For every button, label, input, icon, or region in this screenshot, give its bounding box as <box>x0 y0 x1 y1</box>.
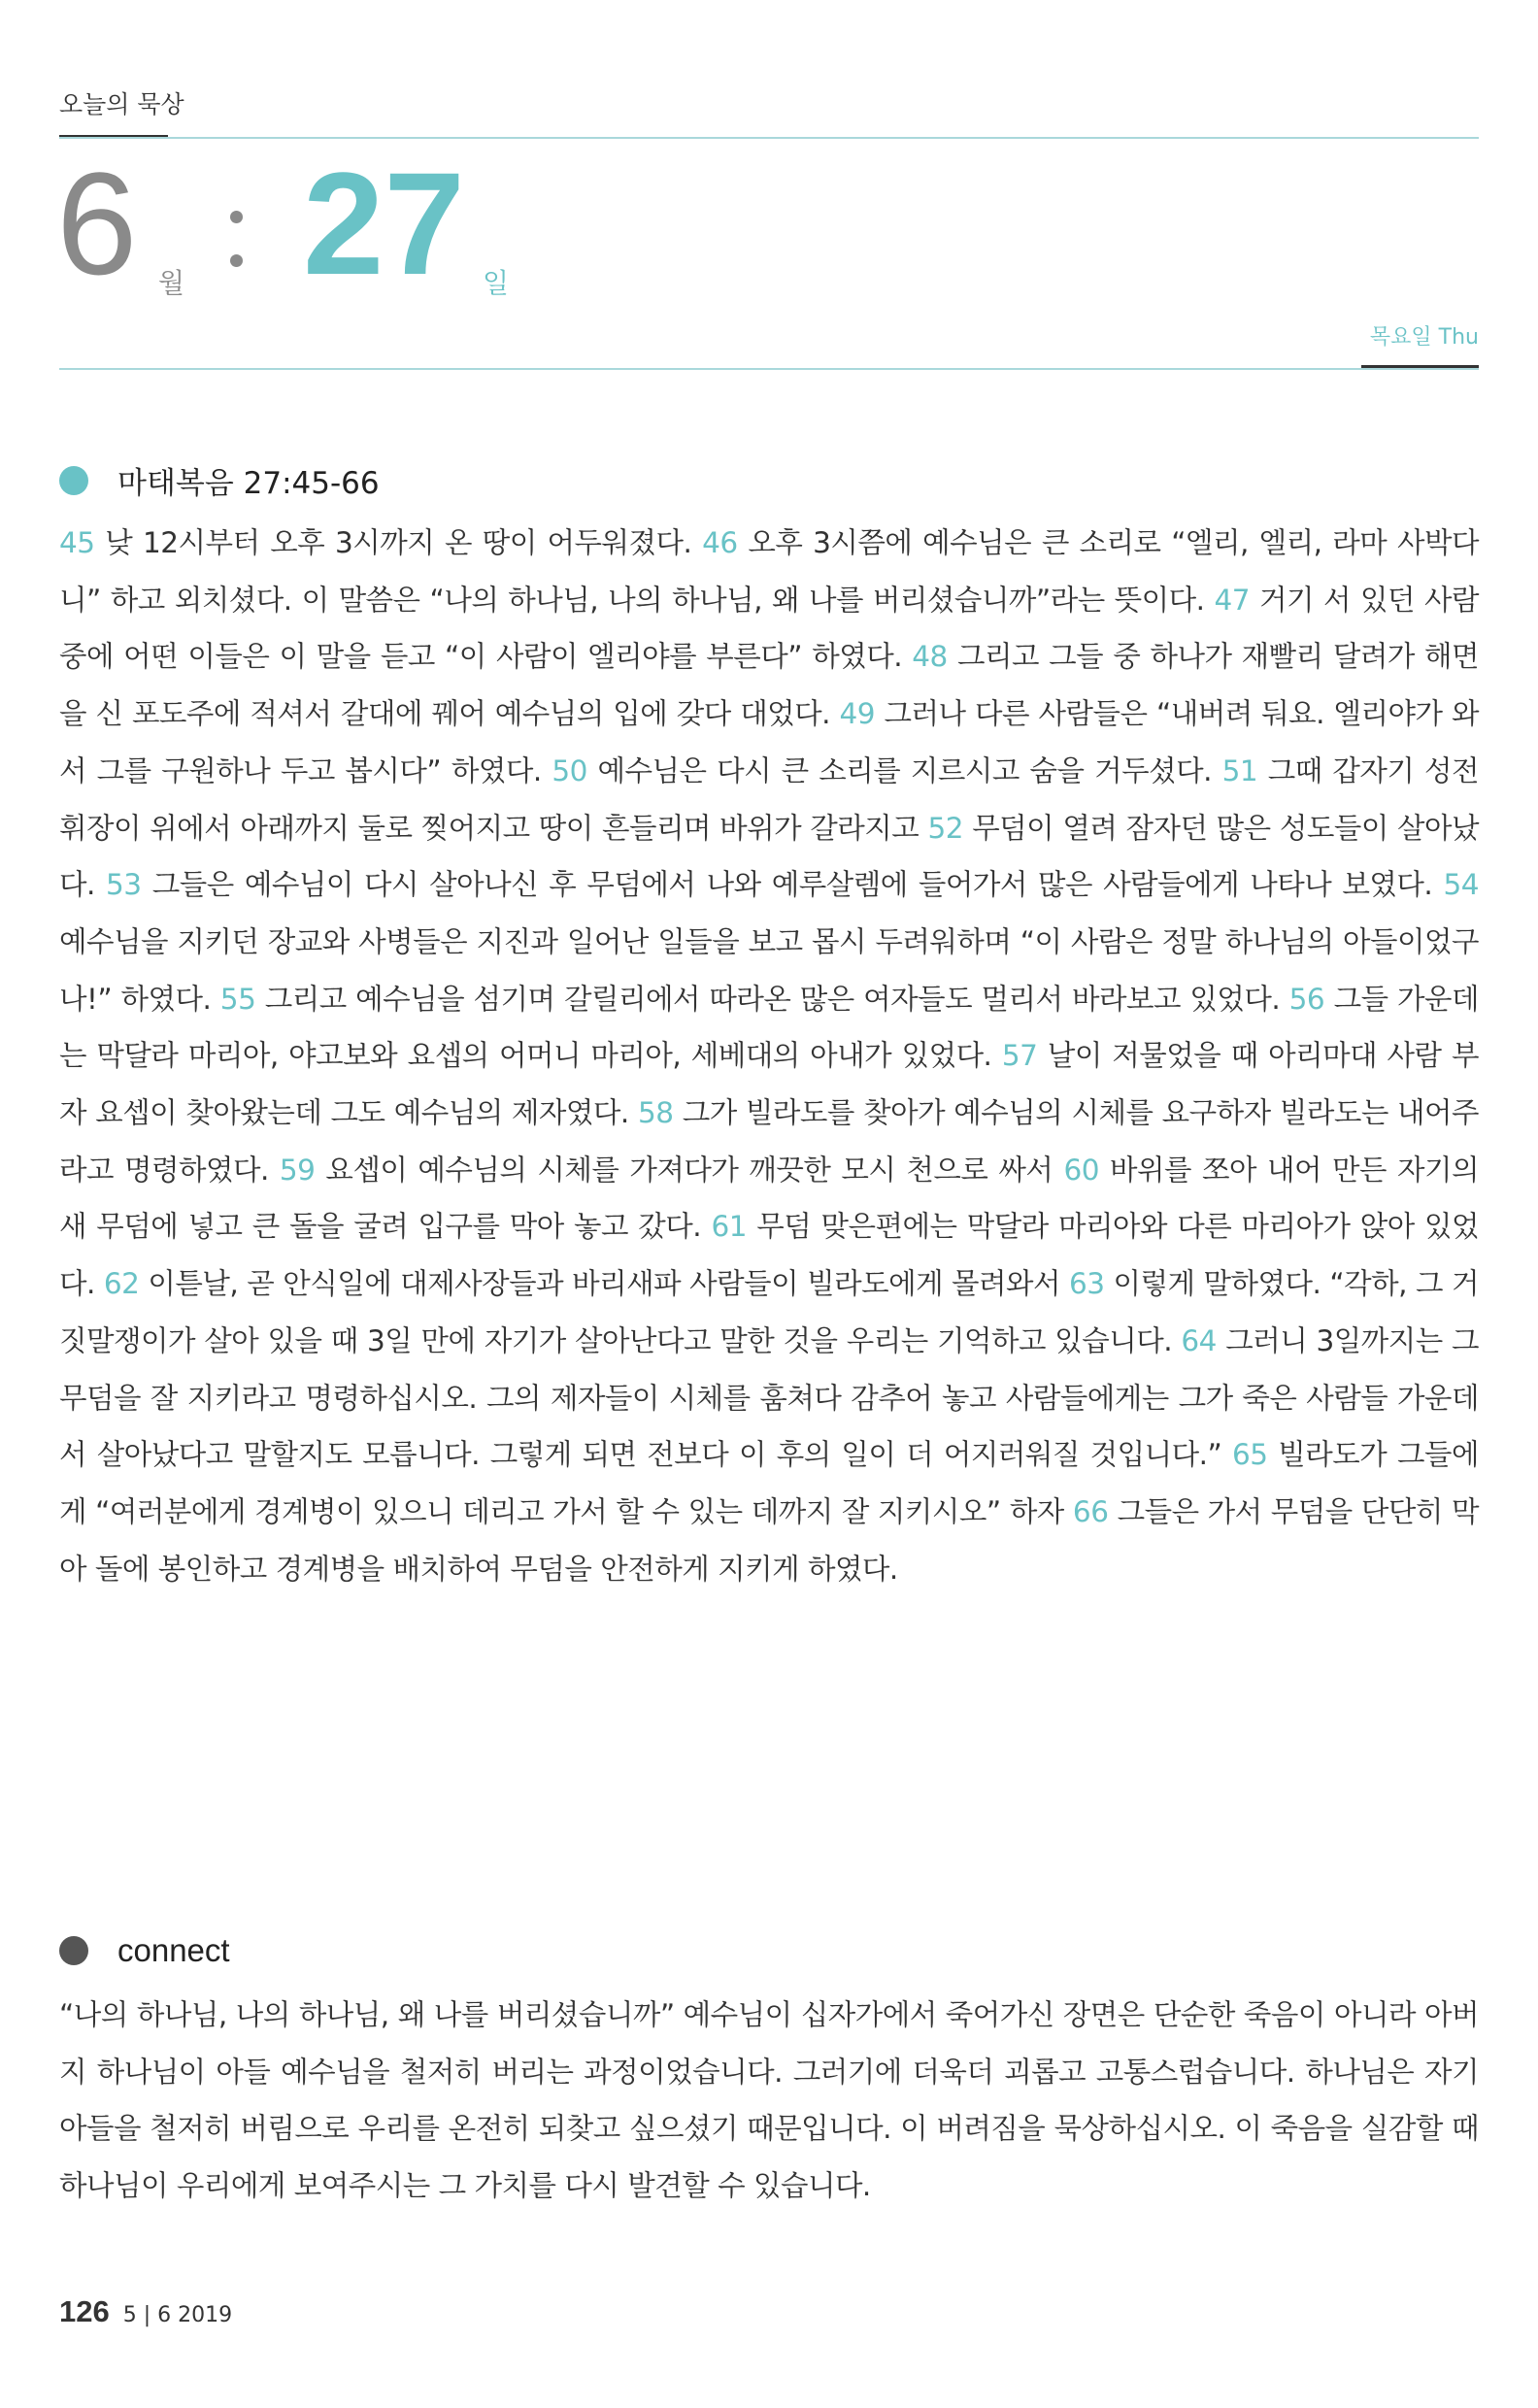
verse-number: 59 <box>279 1153 316 1187</box>
page-number: 126 <box>59 2294 110 2328</box>
verse-number: 61 <box>711 1210 747 1244</box>
verse-number: 47 <box>1214 583 1251 617</box>
verse-number: 64 <box>1181 1323 1217 1357</box>
verse-text: 그들은 예수님이 다시 살아나신 후 무덤에서 나와 예루살렘에 들어가서 많은 사람들에게 나타나 보였다. <box>141 868 1444 902</box>
verse-number: 58 <box>637 1096 674 1130</box>
verse-number: 55 <box>219 982 256 1016</box>
verse-number: 60 <box>1063 1153 1099 1187</box>
verse-text: 무덤 맞은편에는 막달라 마리아와 다른 마리아가 앉아 있었다. <box>59 1210 1479 1301</box>
verse-number: 57 <box>1001 1039 1038 1073</box>
day-number: 27 <box>303 142 465 305</box>
verse-text: 이튿날, 곧 안식일에 대제사장들과 바리새파 사람들이 빌라도에게 몰려와서 <box>139 1267 1070 1301</box>
header-label: 오늘의 묵상 <box>59 90 184 118</box>
verse-text: 그리고 그들 중 하나가 재빨리 달려가 해면을 신 포도주에 적셔서 갈대에 꿰어 예수님의 입에 갖다 대었다. <box>59 640 1479 731</box>
verse-text: 그가 빌라도를 찾아가 예수님의 시체를 요구하자 빌라도는 내어주라고 명령하였다. <box>59 1096 1479 1187</box>
verse-number: 56 <box>1288 982 1325 1016</box>
verse-text: 그들은 가서 무덤을 단단히 막아 돌에 봉인하고 경계병을 배치하여 무덤을 안전하게 지키게 하였다. <box>59 1494 1479 1586</box>
verse-number: 63 <box>1069 1267 1105 1301</box>
verse-number: 65 <box>1232 1438 1268 1472</box>
verse-number: 54 <box>1443 868 1479 902</box>
verse-text: 날이 저물었을 때 아리마대 사람 부자 요셉이 찾아왔는데 그도 예수님의 제자였다. <box>59 1039 1479 1130</box>
verse-text: 그리고 예수님을 섬기며 갈릴리에서 따라온 많은 여자들도 멀리서 바라보고 있었다. <box>255 982 1289 1016</box>
verse-text: 무덤이 열려 잠자던 많은 성도들이 살아났다. <box>59 811 1479 902</box>
verse-text: 거기 서 있던 사람 중에 어떤 이들은 이 말을 듣고 “이 사람이 엘리야를 부른다” 하였다. <box>59 583 1479 674</box>
verse-text: 이렇게 말하였다. “각하, 그 거짓말쟁이가 살아 있을 때 3일 만에 자기가 살아난다고 말한 것을 우리는 기억하고 있습니다. <box>59 1267 1479 1357</box>
verse-text: 빌라도가 그들에게 “여러분에게 경계병이 있으니 데리고 가서 할 수 있는 데까지 잘 지키시오” 하자 <box>59 1438 1479 1528</box>
date-colon-dot-top <box>230 211 243 223</box>
date-colon-dot-bottom <box>230 254 243 267</box>
month-unit: 월 <box>158 267 185 299</box>
month-number: 6 <box>56 142 138 305</box>
verse-number: 50 <box>552 753 587 787</box>
verse-number: 62 <box>103 1267 140 1301</box>
verse-text: 오후 3시쯤에 예수님은 큰 소리로 “엘리, 엘리, 라마 사박다니” 하고 외치셨다. 이 말씀은 “나의 하나님, 나의 하나님, 왜 나를 버리셨습니까”라는 뜻이다. <box>59 526 1479 617</box>
verse-number: 53 <box>106 868 142 902</box>
verse-number: 46 <box>702 526 738 559</box>
passage-reference: 마태복음 27:45-66 <box>117 466 380 501</box>
verse-number: 51 <box>1221 753 1258 787</box>
verse-number: 52 <box>927 811 964 845</box>
verse-number: 49 <box>839 697 876 731</box>
connect-text: “나의 하나님, 나의 하나님, 왜 나를 버리셨습니까” 예수님이 십자가에서 죽어가신 장면은 단순한 죽음이 아니라 아버지 하나님이 아들 예수님을 철저히 버리는 과정이었습니다. 그러기에 더욱더 괴롭고 고통스럽습니다. 하나님은 자기 아들을 철저히 버림으로 우리를 온전히 되찾고 싶으셨기 때문입니다. 이 버려짐을 묵상하십시오. 이 죽음을 실감할 때 하나님이 우리에게 보여주시는 그 가치를 다시 발견할 수 있습니다. <box>59 1998 1479 2203</box>
verse-text: 바위를 쪼아 내어 만든 자기의 새 무덤에 넣고 큰 돌을 굴려 입구를 막아 놓고 갔다. <box>59 1153 1479 1244</box>
issue-date: 5 | 6 2019 <box>122 2303 233 2327</box>
verse-text: 예수님을 지키던 장교와 사병들은 지진과 일어난 일들을 보고 몹시 두려워하며 “이 사람은 정말 하나님의 아들이었구나!” 하였다. <box>59 924 1479 1016</box>
connect-heading <box>59 1932 230 1969</box>
bottom-rule <box>59 368 1479 370</box>
verse-text: 그때 갑자기 성전 휘장이 위에서 아래까지 둘로 찢어지고 땅이 흔들리며 바위가 갈라지고 <box>59 753 1479 845</box>
passage-text <box>59 515 1479 1597</box>
verse-text: 그러니 3일까지는 그 무덤을 잘 지키라고 명령하십시오. 그의 제자들이 시체를 훔쳐다 감추어 놓고 사람들에게는 그가 죽은 사람들 가운데서 살아났다고 말할지도 모릅니다. 그렇게 되면 전보다 이 후의 일이 더 어지러워질 것입니다.” <box>59 1323 1479 1472</box>
day-unit: 일 <box>483 267 510 299</box>
top-rule <box>59 137 1479 139</box>
passage-heading <box>59 458 380 502</box>
verse-text: 요셉이 예수님의 시체를 가져다가 깨끗한 모시 천으로 싸서 <box>315 1153 1064 1187</box>
verse-number: 45 <box>59 526 95 559</box>
verse-text: 그러나 다른 사람들은 “내버려 둬요. 엘리야가 와서 그를 구원하나 두고 봅시다” 하였다. <box>59 697 1479 787</box>
verse-number: 48 <box>912 640 948 674</box>
verse-text: 그들 가운데는 막달라 마리아, 야고보와 요셉의 어머니 마리아, 세베대의 아내가 있었다. <box>59 982 1479 1073</box>
footer <box>59 2294 232 2329</box>
weekday: 목요일 Thu <box>1369 325 1479 350</box>
bullet-dot-icon <box>59 466 88 495</box>
verse-number: 66 <box>1072 1494 1109 1528</box>
verse-text: 낮 12시부터 오후 3시까지 온 땅이 어두워졌다. <box>94 526 703 559</box>
verse-text: 예수님은 다시 큰 소리를 지르시고 숨을 거두셨다. <box>586 753 1222 787</box>
connect-title: connect <box>117 1932 230 1968</box>
bullet-dot-icon <box>59 1936 88 1965</box>
